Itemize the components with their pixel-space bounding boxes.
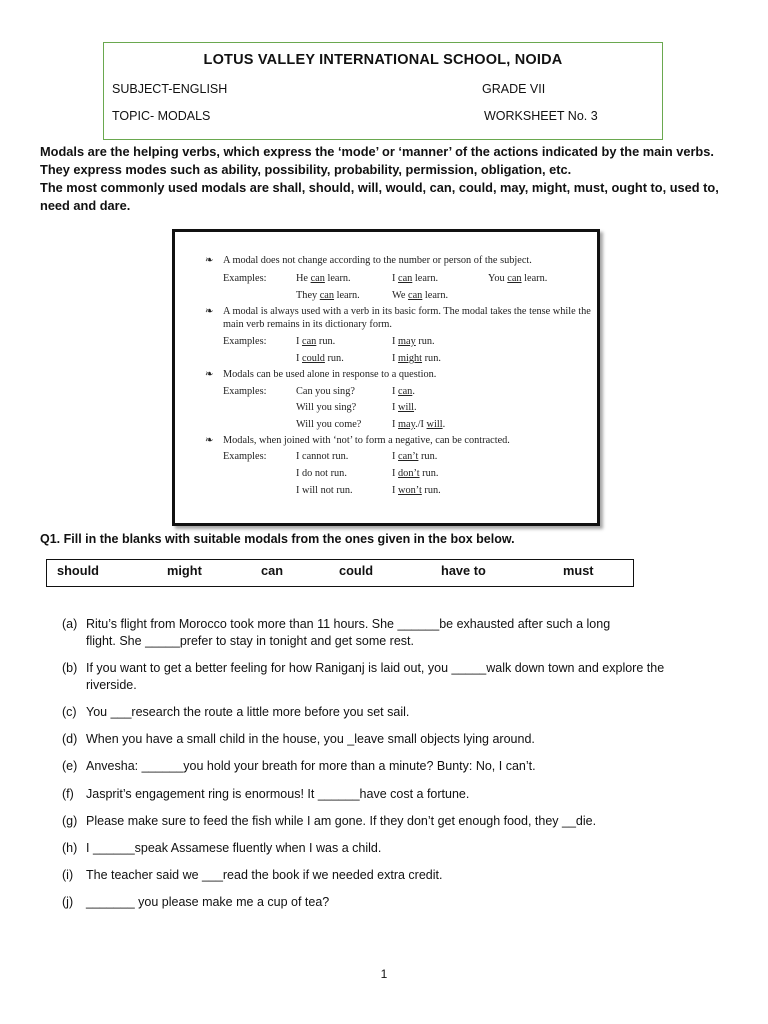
question-text: The teacher said we ___read the book if we needed extra credit. [86, 868, 443, 882]
intro-text [40, 143, 730, 215]
example: They can learn. [296, 290, 360, 301]
question-text: Ritu’s flight from Morocco took more than 11 hours. She ______be exhausted after such a long [86, 617, 611, 631]
question-text-continued: flight. She _____prefer to stay in tonight and get some rest. [86, 634, 414, 648]
example: I may run. [392, 336, 435, 347]
word-option: should [57, 563, 99, 578]
examples-label: Examples: [223, 451, 267, 462]
question-item [62, 731, 712, 748]
question-text-continued: riverside. [86, 678, 137, 692]
question-text: _______ you please make me a cup of tea? [86, 895, 330, 909]
full-form: I cannot run. [296, 451, 349, 462]
question-item [62, 758, 712, 775]
examples-label: Examples: [223, 386, 267, 397]
question-label: (d) [62, 732, 78, 746]
rule-text: A modal does not change according to the number or person of the subject. [223, 255, 532, 266]
answer: I may./I will. [392, 419, 446, 430]
example: I can run. [296, 336, 336, 347]
question-item [62, 616, 712, 650]
question-label: (b) [62, 661, 78, 675]
rule-text: A modal is always used with a verb in its basic form. The modal takes the tense while the main verb remains in its dictionary form. [223, 306, 591, 330]
examples-label: Examples: [223, 336, 267, 347]
question: Can you sing? [296, 386, 355, 397]
question: Will you sing? [296, 402, 357, 413]
contracted-form: I won’t run. [392, 485, 441, 496]
contracted-form: I can’t run. [392, 451, 438, 462]
page-number: 1 [380, 967, 388, 981]
question-label: (h) [62, 841, 78, 855]
question-text: When you have a small child in the house, you _leave small objects lying around. [86, 732, 535, 746]
question-label: (e) [62, 759, 78, 773]
answer: I can. [392, 386, 415, 397]
word-option: might [167, 563, 202, 578]
question-item [62, 704, 712, 721]
intro-paragraph-2: The most commonly used modals are shall, should, will, would, can, could, may, might, must, ought to, used to, need and dare. [40, 180, 719, 213]
worksheet-label: WORKSHEET No. 3 [484, 109, 598, 123]
question-item [62, 840, 712, 857]
full-form: I will not run. [296, 485, 353, 496]
question-item [62, 867, 712, 884]
scroll-bullet-icon: ❧ [205, 369, 214, 380]
question-text: Jasprit’s engagement ring is enormous! It ______have cost a fortune. [86, 787, 470, 801]
example: I can learn. [392, 273, 439, 284]
question-text: I ______speak Assamese fluently when I was a child. [86, 841, 382, 855]
word-option: could [339, 563, 374, 578]
example: You can learn. [488, 273, 548, 284]
school-name: LOTUS VALLEY INTERNATIONAL SCHOOL, NOIDA [203, 52, 563, 68]
header-box [103, 42, 663, 140]
question-label: (a) [62, 617, 78, 631]
question-item [62, 786, 712, 803]
question-text: You ___research the route a little more before you set sail. [86, 705, 410, 719]
question-label: (f) [62, 787, 74, 801]
scroll-bullet-icon: ❧ [205, 255, 214, 266]
question-text: If you want to get a better feeling for how Raniganj is laid out, you _____walk down town and explore the [86, 661, 665, 675]
question-label: (j) [62, 895, 74, 909]
question-item [62, 813, 712, 830]
rule-text: Modals, when joined with ‘not’ to form a negative, can be contracted. [223, 435, 510, 446]
scroll-bullet-icon: ❧ [205, 435, 214, 446]
word-option: must [563, 563, 594, 578]
example: I could run. [296, 353, 344, 364]
full-form: I do not run. [296, 468, 347, 479]
rule-text: Modals can be used alone in response to a question. [223, 369, 437, 380]
example: We can learn. [392, 290, 449, 301]
question-item [62, 660, 712, 694]
answer: I will. [392, 402, 417, 413]
question-item [62, 894, 712, 911]
question-text: Please make sure to feed the fish while I am gone. If they don’t get enough food, they __die. [86, 814, 597, 828]
word-option: have to [441, 563, 486, 578]
examples-label: Examples: [223, 273, 267, 284]
topic-label: TOPIC- MODALS [112, 109, 211, 123]
grade-label: GRADE VII [482, 82, 546, 96]
subject-label: SUBJECT-ENGLISH [112, 82, 228, 96]
question-label: (c) [62, 705, 77, 719]
modal-rules-figure [172, 229, 600, 526]
contracted-form: I don’t run. [392, 468, 439, 479]
q1-heading: Q1. Fill in the blanks with suitable modals from the ones given in the box below. [40, 532, 515, 546]
word-option: can [261, 563, 284, 578]
question-label: (g) [62, 814, 78, 828]
question-text: Anvesha: ______you hold your breath for more than a minute? Bunty: No, I can’t. [86, 759, 536, 773]
word-box [46, 559, 634, 587]
question: Will you come? [296, 419, 362, 430]
question-label: (i) [62, 868, 74, 882]
scroll-bullet-icon: ❧ [205, 306, 214, 317]
intro-paragraph-1: Modals are the helping verbs, which express the ‘mode’ or ‘manner’ of the actions indicated by the main verbs. They express modes such as ability, possibility, probability, permission, obligation, etc. [40, 144, 714, 177]
example: He can learn. [296, 273, 351, 284]
example: I might run. [392, 353, 441, 364]
